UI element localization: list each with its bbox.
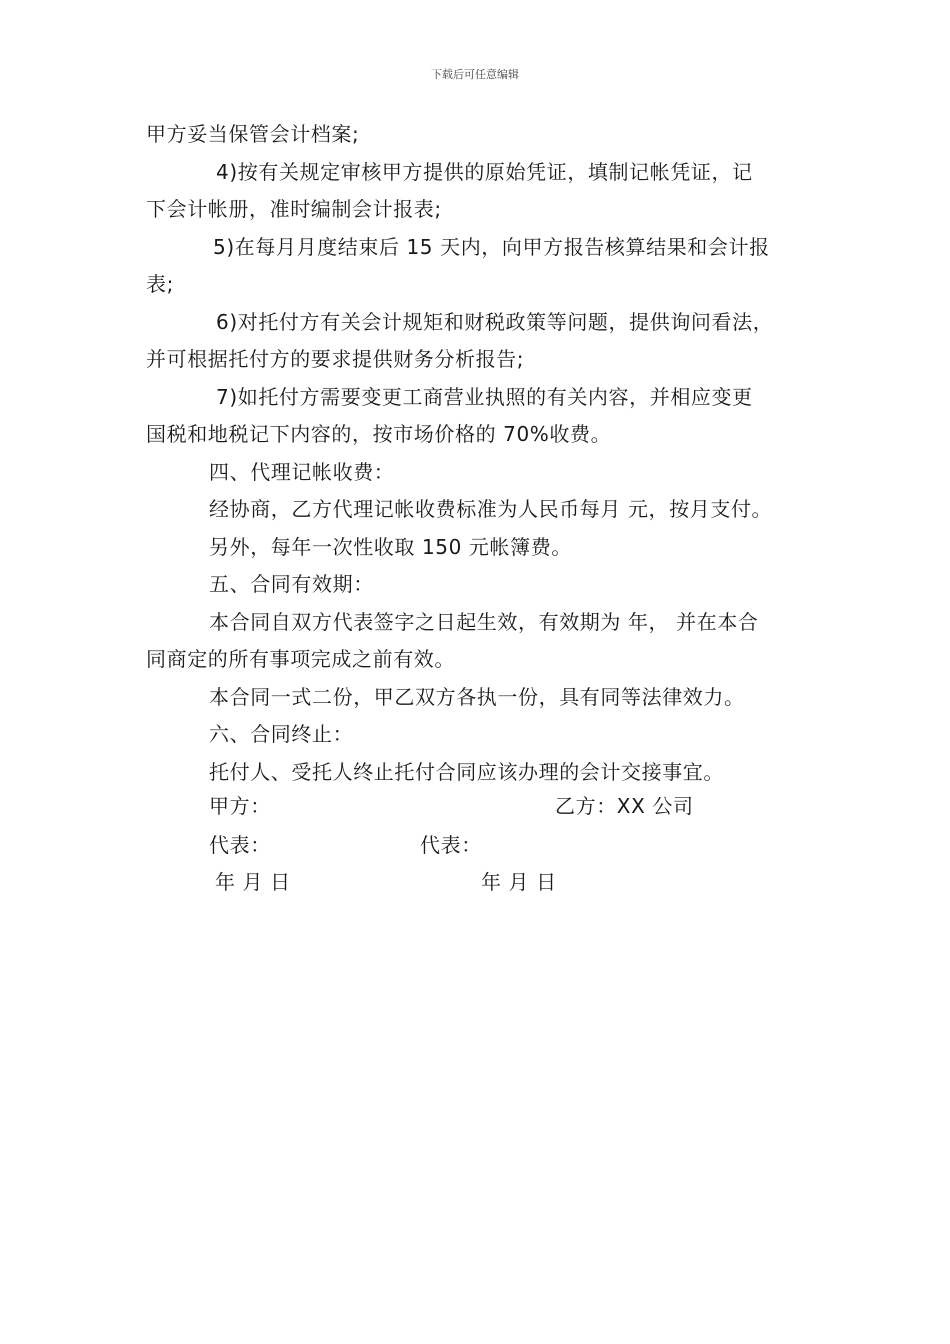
section-heading: 六、合同终止： — [209, 722, 354, 746]
body-line: 本合同自双方代表签字之日起生效，有效期为 年， 并在本合 — [209, 610, 759, 634]
body-line: 甲方妥当保管会计档案; — [146, 122, 360, 146]
representative-b-label: 代表： — [420, 833, 482, 857]
body-line: 6)对托付方有关会计规矩和财税政策等问题，提供询问看法， — [216, 310, 774, 334]
representative-a-label: 代表： — [209, 833, 271, 857]
body-line: 同商定的所有事项完成之前有效。 — [146, 647, 455, 671]
body-line: 7)如托付方需要变更工商营业执照的有关内容，并相应变更 — [216, 385, 753, 409]
section-heading: 四、代理记帐收费： — [209, 460, 395, 484]
body-line: 经协商，乙方代理记帐收费标准为人民币每月 元，按月支付。 — [209, 497, 773, 521]
header-note: 下载后可任意编辑 — [431, 68, 519, 81]
body-line: 另外，每年一次性收取 150 元帐簿费。 — [209, 535, 572, 559]
body-line: 4)按有关规定审核甲方提供的原始凭证，填制记帐凭证，记 — [216, 160, 753, 184]
body-line: 本合同一式二份，甲乙双方各执一份，具有同等法律效力。 — [209, 685, 745, 709]
body-line: 5)在每月月度结束后 15 天内，向甲方报告核算结果和会计报 — [213, 235, 770, 259]
body-line: 表; — [146, 272, 174, 296]
body-line: 并可根据托付方的要求提供财务分析报告; — [146, 347, 525, 371]
date-b: 年 月 日 — [481, 870, 557, 894]
party-b-label: 乙方：XX 公司 — [555, 794, 694, 818]
section-heading: 五、合同有效期： — [209, 572, 374, 596]
body-line: 托付人、受托人终止托付合同应该办理的会计交接事宜。 — [209, 760, 724, 784]
party-a-label: 甲方： — [209, 794, 271, 818]
date-a: 年 月 日 — [215, 870, 291, 894]
body-line: 国税和地税记下内容的，按市场价格的 70%收费。 — [146, 422, 612, 446]
body-line: 下会计帐册，准时编制会计报表; — [146, 197, 442, 221]
